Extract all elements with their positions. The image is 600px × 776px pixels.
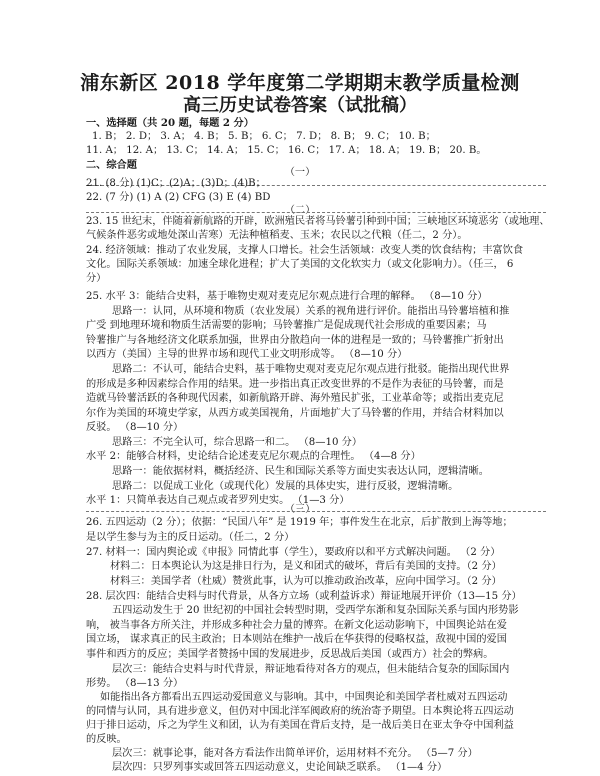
q24-line-3: 分） — [86, 273, 107, 284]
q25-idea-1-line-4: 以西方（美国）主导的世界市场和现代工业文明形成等。 （8—10 分） — [86, 349, 408, 360]
q27-material-1: 27. 材料一：国内舆论或《申报》同情此事（学生），要政府以和平方式解决问题。 （2 分） — [86, 547, 501, 558]
q24-line-2: 文化。国际关系领域：加速全球化进程；扩大了美国的文化软实力（或文化影响力）。（任三， 6 — [86, 259, 514, 270]
section-2-heading: 二、综合题 — [86, 159, 137, 171]
q26-line-1: 26. 五四运动（2 分）；依据：“民国八年” 是 1919 年；事件发生在北京，后扩散到上海等地； — [86, 517, 513, 528]
q25-idea-1-line-3: 铃薯推广与各地经济文化联系加强，世界由分散趋向一体的进程是一致的；马铃薯推广折射出 — [86, 335, 504, 346]
q28-line-10: 归于排日运动，斥之为学生义和团，认为有美国在背后支持，是一战后美日在亚太争夺中国利益 — [86, 720, 514, 731]
part-3-marker: （三） — [284, 504, 316, 515]
q26-line-2: 是以学生参与为主的反日运动。（任二，2 分） — [86, 532, 295, 543]
divider — [86, 212, 546, 213]
choice-answers-row-1: 1. B； 2. D； 3. A； 4. B； 5. B； 6. C； 7. D； 8. B； 9. C； 10. B； — [92, 131, 436, 142]
q25-level-1: 水平 1：只简单表达自己观点或者罗列史实。 （1—3 分） — [86, 495, 350, 506]
q28-line-8: 如能指出各方都看出五四运动爱国意义与影响。其中，中国舆论和美国学者杜威对五四运动 — [100, 692, 508, 703]
section-1-heading: 一、选择题（共 20 题，每题 2 分） — [86, 117, 254, 129]
q28-line-6: 层次三：能结合史料与时代背景，辩证地看待对各方的观点，但未能结合复杂的国际国内 — [112, 664, 510, 675]
q28-line-5: 事件和西方的反应；美国学者赞扬中国的发展进步，反思战后美国（或西方）社会的弊病。 — [86, 649, 494, 660]
divider — [86, 511, 546, 512]
q25-level-3: 25. 水平 3：能结合史料，基于唯物史观对麦克尼尔观点进行合理的解释。 （8—10 分） — [86, 291, 488, 302]
q25-idea-3: 思路三：不完全认可，综合思路一和二。 （8—10 分） — [112, 437, 363, 448]
q28-line-9: 的同情与认同，具有进步意义，但仍对中国北洋军阀政府的统治寄予期望。日本舆论将五四运动 — [86, 706, 514, 717]
q28-line-1: 28. 层次四：能结合史料与时代背景，从各方立场（或利益诉求）辩证地展开评价（13—15 分） — [86, 591, 522, 602]
q25-level-2-idea-1: 思路一：能依据材料，概括经济、民生和国际关系等方面史实表达认同，逻辑清晰。 — [112, 466, 489, 477]
q25-idea-2-line-5: 反驳。 （8—10 分） — [86, 422, 184, 433]
q28-line-7: 形势。 （8—13 分） — [86, 678, 184, 689]
choice-answers-row-2: 11. A； 12. A； 13. C； 14. A； 15. C； 16. C； 17. A； 18. A； 19. B； 20. B。 — [86, 145, 487, 156]
q23-line-1: 23. 15 世纪末，伴随着新航路的开辟，欧洲殖民者将马铃薯引种到中国；三峡地区环境恶劣（或地理、 — [86, 216, 550, 227]
q24-line-1: 24. 经济领域：推动了农业发展，支撑人口增长。社会生活领域：改变人类的饮食结构；丰富饮食 — [86, 245, 524, 256]
document-subtitle: 高三历史试卷答案（试批稿） — [183, 95, 417, 116]
q25-idea-1-line-1: 思路一：认同，从环境和物质（农业发展）关系的视角进行评价。能指出马铃薯培植和推 — [112, 306, 510, 317]
q25-idea-2-line-4: 尔作为美国的环境史学家，从西方或美国视角，片面地扩大了马铃薯的作用，并结合材料加以 — [86, 408, 504, 419]
q27-material-3: 材料三：美国学者（杜威）赞赏此事，认为可以推动政治改革，应向中国学习。（2 分） — [110, 576, 502, 587]
q25-idea-2-line-1: 思路二：不认可，能结合史料，基于唯物史观对麦克尼尔观点进行批驳。能指出现代世界 — [112, 364, 510, 375]
part-1-marker: （一） — [284, 167, 316, 178]
q28-line-4: 国立场， 谋求真正的民主政治；日本则站在维护一战后在华获得的侵略权益，敌视中国的爱国 — [86, 634, 507, 645]
q28-line-2: 五四运动发生于 20 世纪初的中国社会转型时期，受西学东渐和复杂国际关系与国内形势影 — [112, 605, 519, 616]
q28-line-13: 层次四：只罗列事实或回答五四运动意义，史论间缺乏联系。 （1—4 分） — [112, 762, 448, 773]
q25-level-2-idea-2: 思路二：以促成工业化（或现代化）发展的具体史实，进行反驳，逻辑清晰。 — [112, 481, 459, 492]
q23-line-2: 气候条件恶劣或地处深山苦寒）无法种植稻麦、玉米；农民以之代粮（任二，2 分）。 — [86, 230, 468, 241]
q25-idea-2-line-2: 的形成是多种因素综合作用的结果。进一步指出真正改变世界的不是作为表征的马铃薯，而是 — [86, 379, 504, 390]
q28-line-11: 的反映。 — [86, 734, 127, 745]
q28-line-12: 层次三：就事论事，能对各方看法作出简单评价，运用材料不充分。 （5—7 分） — [112, 748, 478, 759]
q25-idea-2-line-3: 造就马铃薯活跃的各种现代因素，如新航路开辟、海外殖民扩张，工业革命等；或指出麦克尼 — [86, 393, 504, 404]
q25-idea-1-line-2: 广受 到地理环境和物质生活需要的影响；马铃薯推广是促成现代社会形成的重要因素；马 — [86, 320, 487, 331]
part-2-marker: （二） — [284, 205, 316, 216]
q28-line-3: 响， 被当事各方所关注，并形成多种社会力量的博弈。在新文化运动影响下，中国舆论站在爱 — [86, 620, 507, 631]
q21-answer: 21. (8 分) (1)C；(2)A；(3)D；(4)B； — [86, 178, 266, 189]
document-title: 浦东新区 2018 学年度第二学期期末教学质量检测 — [80, 72, 520, 94]
q22-answer: 22. (7 分) (1) A (2) CFG (3) E (4) BD — [86, 192, 271, 203]
q25-level-2: 水平 2：能够合材料，史论结合论述麦克尼尔观点的合理性。 （4—8 分） — [86, 451, 421, 462]
q27-material-2: 材料二：日本舆论认为这是排日行为，是义和团式的破坏，背后有美国的支持。（2 分） — [110, 561, 502, 572]
